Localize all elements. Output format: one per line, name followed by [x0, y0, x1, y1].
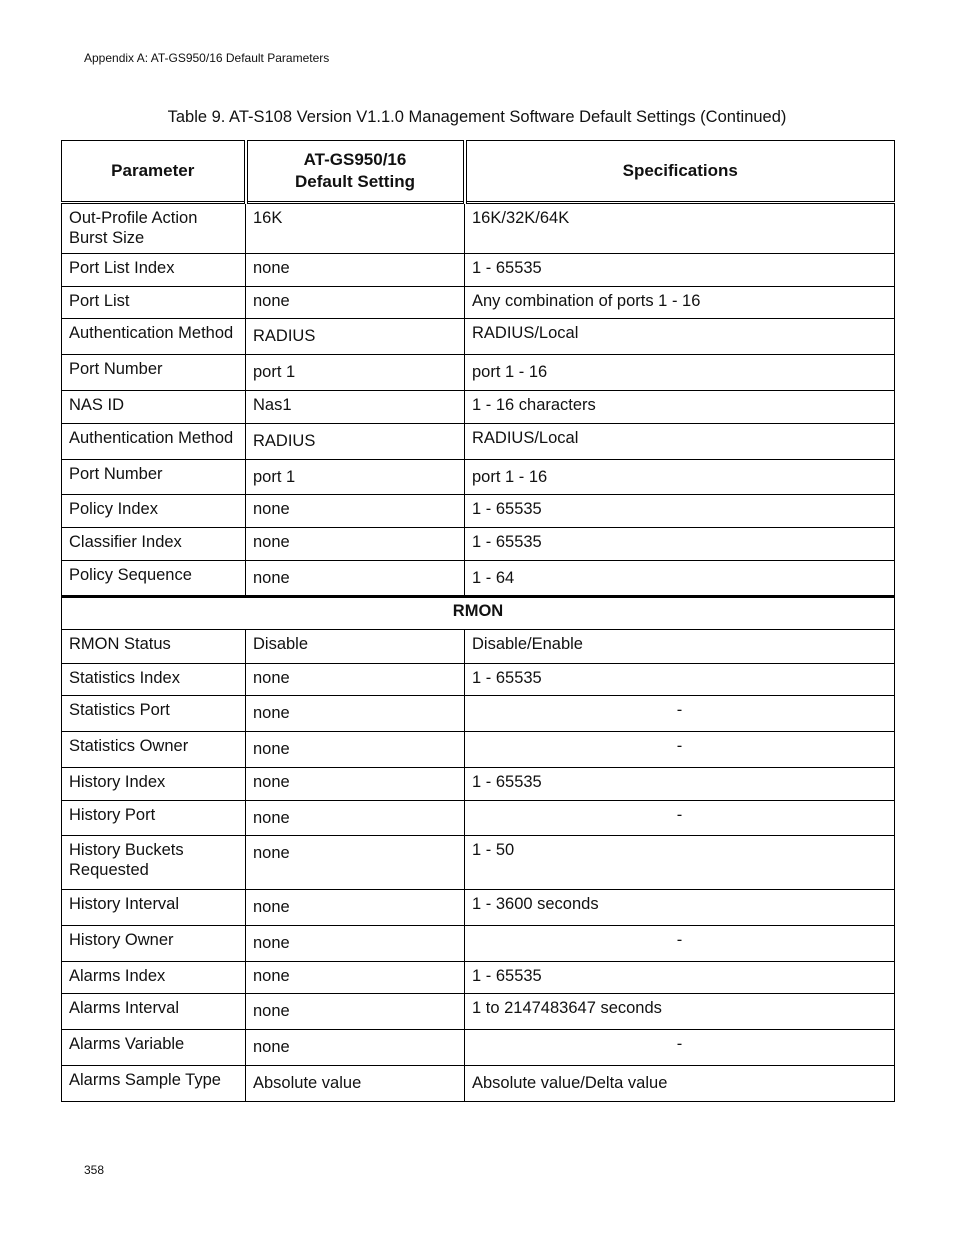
- specification-cell: -: [465, 696, 895, 732]
- table-row: [62, 203, 895, 254]
- table-row: [62, 732, 895, 768]
- specification-cell: 1 - 3600 seconds: [465, 890, 895, 926]
- table-row: [62, 664, 895, 696]
- specification-cell: Absolute value/Delta value: [465, 1066, 895, 1102]
- default-setting-cell: none: [246, 768, 465, 801]
- table-row: [62, 287, 895, 319]
- parameter-cell: Authentication Method: [62, 424, 246, 460]
- specification-cell: 1 - 65535: [465, 962, 895, 994]
- specification-cell: port 1 - 16: [465, 355, 895, 391]
- table-row: [62, 994, 895, 1030]
- default-setting-cell: Disable: [246, 630, 465, 664]
- table-row: [62, 836, 895, 890]
- table-body-general: [62, 203, 895, 597]
- parameter-cell: NAS ID: [62, 391, 246, 424]
- default-setting-cell: port 1: [246, 460, 465, 495]
- table-row: [62, 962, 895, 994]
- table-row: [62, 355, 895, 391]
- running-header: Appendix A: AT-GS950/16 Default Parameters: [84, 51, 330, 65]
- parameter-cell: Port Number: [62, 355, 246, 391]
- default-setting-cell: none: [246, 890, 465, 926]
- table-row: [62, 801, 895, 836]
- default-setting-cell: RADIUS: [246, 424, 465, 460]
- default-setting-cell: port 1: [246, 355, 465, 391]
- table-row: [62, 1066, 895, 1102]
- parameter-cell: Statistics Port: [62, 696, 246, 732]
- table-row: [62, 495, 895, 528]
- parameter-cell: Alarms Index: [62, 962, 246, 994]
- column-header-default-line2: Default Setting: [295, 172, 415, 191]
- specification-cell: RADIUS/Local: [465, 424, 895, 460]
- page-number: 358: [84, 1163, 105, 1177]
- default-setting-cell: none: [246, 926, 465, 962]
- parameter-cell: History Buckets Requested: [62, 836, 246, 890]
- column-header-specifications: Specifications: [465, 141, 895, 203]
- default-settings-table: [61, 140, 895, 1102]
- specification-cell: 16K/32K/64K: [465, 203, 895, 254]
- parameter-cell: Alarms Variable: [62, 1030, 246, 1066]
- specification-cell: Disable/Enable: [465, 630, 895, 664]
- parameter-cell: History Index: [62, 768, 246, 801]
- table-row: [62, 561, 895, 597]
- specification-cell: RADIUS/Local: [465, 319, 895, 355]
- parameter-cell: Port List Index: [62, 254, 246, 287]
- parameter-cell: RMON Status: [62, 630, 246, 664]
- parameter-cell: Authentication Method: [62, 319, 246, 355]
- table-header-row: [62, 141, 895, 203]
- specification-cell: -: [465, 801, 895, 836]
- specification-cell: 1 - 65535: [465, 528, 895, 561]
- specification-cell: 1 - 65535: [465, 495, 895, 528]
- parameter-cell: Policy Sequence: [62, 561, 246, 597]
- parameter-cell: Alarms Sample Type: [62, 1066, 246, 1102]
- default-setting-cell: none: [246, 528, 465, 561]
- specification-cell: -: [465, 926, 895, 962]
- parameter-cell: Out-Profile Action Burst Size: [62, 203, 246, 254]
- specification-cell: 1 - 65535: [465, 664, 895, 696]
- table-row: [62, 319, 895, 355]
- table-row: [62, 926, 895, 962]
- default-setting-cell: none: [246, 696, 465, 732]
- table-body-rmon: [62, 630, 895, 1102]
- default-setting-cell: none: [246, 1030, 465, 1066]
- default-setting-cell: none: [246, 836, 465, 890]
- parameter-cell: History Owner: [62, 926, 246, 962]
- column-header-default-setting: [246, 141, 465, 203]
- table-row: [62, 1030, 895, 1066]
- specification-cell: 1 - 16 characters: [465, 391, 895, 424]
- default-setting-cell: Absolute value: [246, 1066, 465, 1102]
- section-row-rmon: [62, 597, 895, 630]
- table-row: [62, 890, 895, 926]
- default-setting-cell: none: [246, 732, 465, 768]
- parameter-cell: Port List: [62, 287, 246, 319]
- parameter-cell: History Interval: [62, 890, 246, 926]
- default-setting-cell: none: [246, 664, 465, 696]
- default-setting-cell: none: [246, 994, 465, 1030]
- specification-cell: -: [465, 732, 895, 768]
- default-setting-cell: none: [246, 254, 465, 287]
- parameter-cell: Policy Index: [62, 495, 246, 528]
- parameter-cell: Statistics Index: [62, 664, 246, 696]
- table-caption: Table 9. AT-S108 Version V1.1.0 Management Software Default Settings (Continued): [167, 108, 787, 126]
- column-header-parameter: Parameter: [62, 141, 246, 203]
- specification-cell: 1 - 64: [465, 561, 895, 597]
- table-row: [62, 528, 895, 561]
- parameter-cell: Port Number: [62, 460, 246, 495]
- default-setting-cell: RADIUS: [246, 319, 465, 355]
- table-row: [62, 460, 895, 495]
- table-row: [62, 630, 895, 664]
- parameter-cell: Classifier Index: [62, 528, 246, 561]
- default-setting-cell: none: [246, 495, 465, 528]
- specification-cell: 1 - 65535: [465, 768, 895, 801]
- default-setting-cell: none: [246, 287, 465, 319]
- default-setting-cell: none: [246, 561, 465, 597]
- parameter-cell: Statistics Owner: [62, 732, 246, 768]
- table-row: [62, 424, 895, 460]
- specification-cell: 1 to 2147483647 seconds: [465, 994, 895, 1030]
- table-row: [62, 696, 895, 732]
- default-setting-cell: 16K: [246, 203, 465, 254]
- default-setting-cell: none: [246, 801, 465, 836]
- specification-cell: 1 - 50: [465, 836, 895, 890]
- parameter-cell: History Port: [62, 801, 246, 836]
- specification-cell: 1 - 65535: [465, 254, 895, 287]
- section-title-rmon: RMON: [62, 597, 895, 630]
- table-row: [62, 254, 895, 287]
- default-setting-cell: Nas1: [246, 391, 465, 424]
- table-row: [62, 768, 895, 801]
- default-setting-cell: none: [246, 962, 465, 994]
- column-header-default-line1: AT-GS950/16: [303, 150, 407, 169]
- specification-cell: -: [465, 1030, 895, 1066]
- specification-cell: port 1 - 16: [465, 460, 895, 495]
- table-row: [62, 391, 895, 424]
- parameter-cell: Alarms Interval: [62, 994, 246, 1030]
- specification-cell: Any combination of ports 1 - 16: [465, 287, 895, 319]
